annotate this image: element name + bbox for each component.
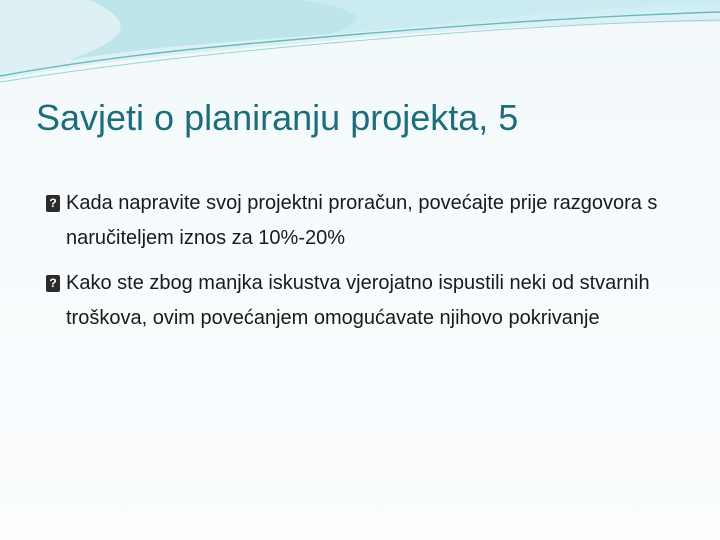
- missing-glyph-box-icon: [46, 275, 60, 292]
- missing-glyph-box-icon: [46, 195, 60, 212]
- header-wave-decoration: [0, 0, 720, 95]
- bullet-text-2: Kako ste zbog manjka iskustva vjerojatno ispustili neki od stvarnih troškova, ovim povećanjem omogućavate njihovo pokrivanje: [66, 272, 650, 329]
- slide-title: Savjeti o planiranju projekta, 5: [36, 97, 519, 138]
- bullet-text-1: Kada napravite svoj projektni proračun, povećajte prije razgovora s naručiteljem iznos za 10%-20%: [66, 192, 658, 249]
- bullet-list: [46, 186, 706, 346]
- bullet-item-1: [46, 186, 706, 256]
- bullet-item-2: [46, 266, 706, 336]
